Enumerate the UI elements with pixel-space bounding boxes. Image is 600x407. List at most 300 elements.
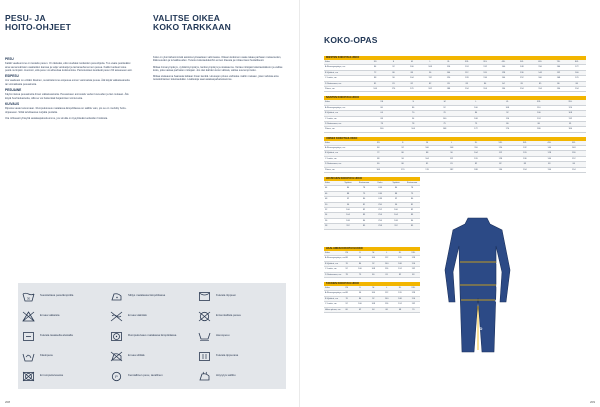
table-cell: C46 [372,191,388,196]
table-cell: 164 [366,167,390,172]
table-cell: 176 [568,76,586,81]
table-cell: 116 [464,146,488,151]
table-cell: L [439,141,463,146]
table-cell: 81 [384,81,402,86]
table-cell: 104 [367,256,380,261]
table-cell: 76 [340,261,353,266]
table-cell: 79 [356,191,372,196]
table-cell: 194 [476,86,494,91]
table-cell: 120 [513,151,537,156]
tumble-dry-low-icon [110,331,123,342]
table-cell: 168 [549,76,567,81]
table-cell: A Rinnanympärys, cm [325,292,346,295]
care-symbol-label: Silitys matalassa lämpötilassa [128,293,166,298]
table-cell: 176 [403,86,421,91]
table-cell: 96 [384,76,402,81]
table-cell: 88 [340,291,353,296]
table-cell: XS [340,286,353,291]
table-cell: 3XL [555,100,586,105]
table-cell: 83 [513,162,537,167]
size-table [324,282,420,313]
table-cell: Pituus, cm [324,86,366,91]
paragraph: Koko on yksi tärkeimmistä asioista työvaatteen valinnassa. Oikean kokoinen vaate takaa parhaan mukavuuden, liikkuvuuden ja turvallisuuden. Tutustu kokotaulukoihin ennen tilausta ja mittaa itsesi huolellisesti. [153,56,282,63]
table-cell: 132 [407,302,420,307]
care-symbol-item [198,326,282,346]
table-cell: 72 [366,151,390,156]
care-text-column [5,56,133,123]
table-cell: 92 [492,111,523,116]
table-cell: S [397,100,428,105]
table-cell: 136 [513,156,537,161]
table-cell: 136 [476,76,494,81]
table-cell: 84 [356,218,372,223]
table-cell: Koko [324,141,366,146]
table-cell: A Rinnanympärys, cm [325,257,346,260]
table-cell: 182 [439,167,463,172]
table-cell: 140 [494,65,512,70]
table-cell: 96 [340,202,356,207]
heading-line-1: VALITSE OIKEA [153,13,221,23]
table-cell: C52 [372,207,388,212]
care-symbol-item [22,306,106,326]
heading-pesu-hoito [5,14,71,32]
table-cell: 70 [397,111,428,116]
table-cell: 81 [404,202,420,207]
table-cell: 116 [439,65,457,70]
table-cell: 92 [367,261,380,266]
table-cell: Pituus, cm [324,127,366,132]
table-cell: 108 [393,296,406,301]
table-cell: 80 [390,151,414,156]
table-cell: 46 [324,191,340,196]
table-cell: 81 [366,81,384,86]
paragraph: Mittaa rinnanympärys, vyötärönympärys, lantionympärys ja sisäsauma. Vertaa mittojasi kokotaulukkoon ja valitse koko, joka vastaa parhaiten mittojasi. Jos olet kahden koon välissä, valitse suurempi koko. [153,65,283,72]
table-cell: 120 [476,70,494,75]
table-cell: 5XL [513,60,531,65]
table-cell: 100 [380,296,393,301]
table-cell: B Vyötärö, cm [324,111,366,116]
no-dry-clean-icon [198,311,211,322]
table-cell: 80 [492,121,523,126]
table-cell: 3XL [513,141,537,146]
table-cell: 172 [460,127,491,132]
table-title: HAALARIEN KOKOTAULUKKO [324,247,420,251]
table-cell: 108 [460,116,491,121]
table-cell: 92 [429,105,460,110]
table-row [324,224,420,229]
dry-flat-icon [22,331,35,342]
no-bleach-icon [22,311,35,322]
table-cell: 81 [439,162,463,167]
table-cell: 60 [340,307,353,312]
table-cell: XL [393,251,406,256]
table-cell: 148 [562,146,587,151]
table-cell: XXL [407,251,420,256]
table-cell: 83 [407,272,420,277]
table-cell: 82 [404,207,420,212]
table-cell: D Sisäsauma, cm [324,121,366,126]
table-cell: 81 [380,272,393,277]
care-symbol-label: Höyrytys sallittu [216,373,236,378]
table-cell: 79 [404,191,420,196]
wash-30-icon [22,291,35,302]
table-cell: 144 [531,70,549,75]
steam-icon [198,371,211,382]
table-cell: 80 [523,121,554,126]
care-symbol-label: Ei saa silittää [128,353,145,358]
table-cell: 112 [488,151,512,156]
table-cell: 160 [531,76,549,81]
table-cell: 160 [568,70,586,75]
table-cell: 108 [492,105,523,110]
table-cell: 194 [494,86,512,91]
table-cell: 104 [367,291,380,296]
table-cell: 120 [464,156,488,161]
care-symbol-item [198,306,282,326]
table-cell: 128 [488,156,512,161]
table-cell: Sisäsauma [356,181,372,186]
table-cell: 188 [439,86,457,91]
table-cell: 86 [549,81,567,86]
figure-label-b: B [496,283,499,288]
table-cell: 112 [421,76,439,81]
table-cell: L [380,286,393,291]
table-cell: D Sisäsauma, cm [324,162,366,167]
care-symbol-label: Ei saa vääntää [128,313,147,318]
table-cell: C Lantio, cm [324,267,340,272]
table-cell: 84 [562,162,587,167]
table-cell: XXL [523,100,554,105]
table-cell: L [380,251,393,256]
table-cell: 112 [388,224,404,229]
table-cell: 164 [366,86,384,91]
table-cell: 54 [324,213,340,218]
table-cell: 85 [404,224,420,229]
table-cell: 128 [458,76,476,81]
table-cell: 194 [458,86,476,91]
table-cell: XL [393,286,406,291]
table-cell: 128 [407,256,420,261]
table-cell: 66 [380,307,393,312]
table-cell: Koko [324,100,366,105]
care-symbol-label: Kuivata riippuen [216,293,237,298]
table-cell: 132 [513,146,537,151]
table-cell: 148 [513,65,531,70]
table-cell: 100 [460,105,491,110]
table-cell: 136 [562,151,587,156]
table-cell: Koko [372,181,388,186]
table-cell: 116 [492,116,523,121]
table-cell: 104 [415,156,439,161]
size-table [324,247,420,278]
table-cell: 79 [429,121,460,126]
table-cell: 164 [397,127,428,132]
table-cell: 194 [513,86,531,91]
table-cell: 85 [513,81,531,86]
care-symbol-item [22,366,106,386]
table-title: HOUSUJEN KOKOTAULUKKO [324,177,420,181]
table-cell: 188 [464,167,488,172]
table-cell: S [390,141,414,146]
table-cell: 80 [367,272,380,277]
table-row [324,167,586,172]
table-cell: 76 [340,296,353,301]
table-cell: 120 [439,76,457,81]
table-cell: 100 [429,116,460,121]
table-cell: 184 [555,127,586,132]
heading-line-1: PESU- JA [5,13,46,23]
table-cell: 128 [494,70,512,75]
table-cell: 72 [366,70,384,75]
table-cell: 92 [367,296,380,301]
table-cell: 108 [555,111,586,116]
table-cell: 84 [388,186,404,191]
table-cell: 170 [390,167,414,172]
table-cell: 84 [460,111,491,116]
heading-koko-opas: KOKO-OPAS [324,35,378,45]
table-cell: 194 [531,86,549,91]
table-cell: 132 [555,116,586,121]
table-cell: 96 [421,70,439,75]
table-cell: C Lantio, cm [324,116,366,121]
table-cell: 84 [353,296,366,301]
table-cell: 116 [407,261,420,266]
drip-dry-icon [198,351,211,362]
table-cell: 140 [537,146,561,151]
table-cell: C54 [372,213,388,218]
table-cell: 136 [513,70,531,75]
dry-clean-p-icon [110,371,123,382]
table-cell: 7XL [549,60,567,65]
table-title: NAISTEN KOKOTAULUKKO [324,96,586,100]
table-title: MIESTEN KOKOTAULUKKO [324,56,586,60]
table-cell: 108 [393,261,406,266]
table-cell: XS [340,251,353,256]
table-cell: 81 [356,202,372,207]
table-cell: 88 [366,76,384,81]
table-cell: 194 [568,86,586,91]
table-cell: 168 [429,127,460,132]
table-cell: 108 [388,218,404,223]
table-cell: D Sisäsauma, cm [324,81,366,86]
table-cell: 84 [404,218,420,223]
table-cell: 58 [324,224,340,229]
size-table [324,96,586,132]
care-symbol-item [22,346,106,366]
size-text-column [153,56,288,85]
table-cell: 112 [439,156,463,161]
care-symbol-item [198,286,282,306]
table-cell: XS [366,100,397,105]
table-cell: 120 [393,291,406,296]
table-cell: 194 [488,167,512,172]
table-cell: 116 [407,296,420,301]
table-row [324,307,420,312]
table-cell: 48 [324,197,340,202]
table-cell: 104 [464,151,488,156]
table-cell: A Rinnanympärys, cm [324,65,366,70]
table-cell: 108 [367,302,380,307]
table-cell: C50 [372,202,388,207]
table-cell: 124 [393,302,406,307]
table-cell: 82 [464,162,488,167]
care-symbol-label: Kuivata tippuvana [216,353,239,358]
table-cell: 88 [388,191,404,196]
table-cell: C44 [372,186,388,191]
size-table [324,137,586,173]
table-cell: 83 [356,213,372,218]
table-cell: 120 [393,256,406,261]
care-symbol-label: Ei rumpukuivausta [40,373,64,378]
table-cell: 180 [523,127,554,132]
table-cell: 132 [407,267,420,272]
table-cell: 52 [324,207,340,212]
page-number: 209 [589,400,595,404]
table-cell: 4XL [537,141,561,146]
table-cell: 8XL [568,60,586,65]
table-cell: 100 [415,146,439,151]
table-cell: B Vyötärö, cm [324,296,340,301]
table-cell: 83 [404,213,420,218]
table-cell: 96 [353,291,366,296]
table-cell: 3XL [476,60,494,65]
table-cell: 104 [439,70,457,75]
table-cell: 92 [340,267,353,272]
table-cell: 108 [439,146,463,151]
section-title: PESU [5,57,14,61]
table-cell: 88 [340,191,356,196]
care-symbol-item [22,326,106,346]
table-cell: 86 [568,81,586,86]
table-cell: 194 [562,167,587,172]
table-cell: XXL [407,286,420,291]
table-cell: 108 [367,267,380,272]
table-cell: 81 [415,162,439,167]
table-cell: A Rinnanympärys, cm [324,146,366,151]
table-cell: 4XL [494,60,512,65]
page-number: 208 [5,400,11,404]
table-cell: 78 [356,186,372,191]
line-dry-icon [198,291,211,302]
table-cell: 79 [353,272,366,277]
section-title: KUIVAUS [5,101,20,106]
table-cell: Koko [324,60,366,65]
table-cell: M [403,60,421,65]
table-cell: 83 [458,81,476,86]
figure-label-c: C [495,298,498,303]
table-cell: 79 [460,121,491,126]
table-cell: 124 [488,146,512,151]
table-cell: 92 [384,65,402,70]
table-cell: 124 [523,116,554,121]
table-cell: 124 [555,105,586,110]
table-cell: 78 [404,186,420,191]
table-cell: 104 [340,213,356,218]
section-text: Käytä mietoa pesuainetta ilman valkaisuaineita. Pesuaineen annostelu veden kovuuden ja lian mukaan. Älä käytä huuhteluainetta, sillä se voi heikentää heijastinten toimivuutta. [5,93,129,100]
care-symbol-label: Ei kemiallista pesua [216,313,241,318]
svg-text:30: 30 [26,296,31,300]
table-cell: 176 [415,167,439,172]
table-cell: 144 [494,76,512,81]
figure-label-a: A [496,260,499,265]
table-cell: 84 [353,261,366,266]
coverall-figure [440,210,515,360]
care-symbol-item [110,326,194,346]
table-cell: 152 [549,70,567,75]
table-cell: 164 [549,65,567,70]
table-cell: 194 [537,167,561,172]
table-cell: Sisäsauma [404,181,420,186]
table-cell: 88 [366,116,397,121]
table-cell: 108 [421,65,439,70]
table-title: UNISEX KOKOTAULUKKO [324,137,586,141]
table-cell: 108 [340,218,356,223]
care-symbol-label: Ei saa valkaista [40,313,60,318]
care-symbol-label: Hienopesu [216,333,230,338]
table-cell: 84 [476,81,494,86]
table-cell: S [353,251,366,256]
table-cell: C Lantio, cm [324,76,366,81]
table-cell: 104 [403,76,421,81]
table-cell: 78 [366,121,397,126]
table-cell: 83 [439,81,457,86]
table-cell: 80 [356,197,372,202]
table-cell: 84 [366,146,390,151]
table-cell: 96 [388,202,404,207]
table-cell: C56 [372,218,388,223]
table-cell: XXL [488,141,512,146]
table-cell: 78 [340,272,353,277]
table-cell: L [421,60,439,65]
table-cell: 84 [366,65,384,70]
table-cell: 86 [397,105,428,110]
table-cell: 132 [476,65,494,70]
hand-wash-icon [22,351,35,362]
table-cell: C Lantio, cm [324,302,340,307]
table-cell: 62 [353,307,366,312]
table-cell: 176 [492,127,523,132]
section-text: Jos vaatteesi on erittäin likainen, suosittelemme esipesua ennen varsinaista pesua. Älä käytä valkaisuaineita tai voimakkaita pesuaineita. [5,79,130,86]
table-cell: 100 [353,267,366,272]
table-cell: 5XL [562,141,587,146]
table-cell: 83 [537,162,561,167]
table-row [324,127,586,132]
table-cell: 96 [390,156,414,161]
table-cell: 85 [531,81,549,86]
table-cell: 156 [531,65,549,70]
care-symbol-label: Kuivata tasaisella alustalla [40,333,73,338]
gentle-wash-icon [198,331,211,342]
table-cell: D Sisäsauma, cm [325,273,342,276]
table-cell: XL [492,100,523,105]
table-cell: Vyötärö [340,181,356,186]
extra-text: Ota rohkeasti yhteyttä asiakaspalveluumme, jos sinulla on kysyttävää tuotteiden hoidosta. [5,116,108,120]
table-cell: 152 [513,76,531,81]
iron-low-icon [110,291,123,302]
table-cell: 84 [340,186,356,191]
table-cell: 92 [390,146,414,151]
table-cell: 152 [562,156,587,161]
table-cell: 64 [366,111,397,116]
table-cell: 82 [421,81,439,86]
table-cell: 128 [537,151,561,156]
care-symbol-item [22,286,106,306]
table-cell: 85 [356,224,372,229]
section-title: PESUAINE [5,88,22,93]
table-cell: 56 [324,218,340,223]
section-text: Kaikki vaatteemme on testattu pesun. On tärkeää, että noudatat tuotteiden pesuohjeita. Tuo vaate pestäväksi aina samanväristen vaatteiden kanssa ja sulje vetoketjut ja tarranauhat ennen pesua. Kaikki tuotteet tulee pestä nurinpäin. Huomioi, että pesu voi aiheuttaa kutistumista. Painotuotteet kestävät pesun 60 asteeseen asti. [5,62,133,72]
table-cell: M [429,100,460,105]
